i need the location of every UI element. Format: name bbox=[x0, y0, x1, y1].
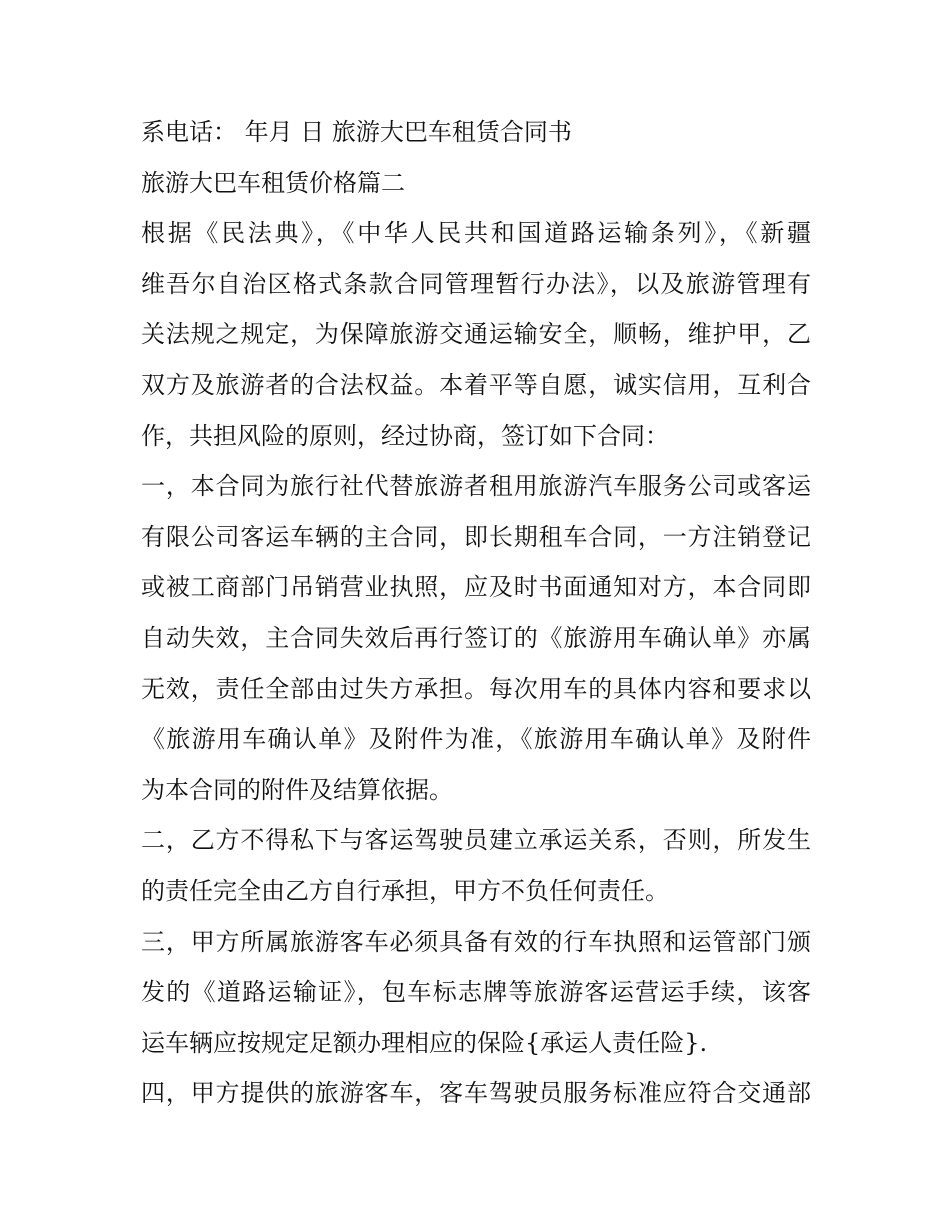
clause-line: 运车辆应按规定足额办理相应的保险{承运人责任险}. bbox=[141, 1028, 708, 1057]
clause-line: 的责任完全由乙方自行承担，甲方不负任何责任。 bbox=[141, 876, 669, 905]
clause-line: 或被工商部门吊销营业执照，应及时书面通知对方，本合同即 bbox=[141, 573, 811, 602]
clause-line: 三，甲方所属旅游客车必须具备有效的行车执照和运管部门颁 bbox=[141, 927, 811, 956]
clause-line: 一，本合同为旅行社代替旅游者租用旅游汽车服务公司或客运 bbox=[141, 472, 811, 501]
clause-line: 《旅游用车确认单》及附件为准，《旅游用车确认单》及附件 bbox=[141, 725, 811, 754]
clause-line: 四，甲方提供的旅游客车，客车驾驶员服务标准应符合交通部 bbox=[141, 1079, 811, 1108]
contact-date-line: 系电话： 年月 日 旅游大巴车租赁合同书 bbox=[141, 118, 572, 146]
paragraph-line: 作，共担风险的原则，经过协商，签订如下合同： bbox=[141, 421, 669, 450]
clause-line: 无效，责任全部由过失方承担。每次用车的具体内容和要求以 bbox=[141, 674, 811, 703]
clause-line: 发的《道路运输证》，包车标志牌等旅游客运营运手续，该客 bbox=[141, 978, 811, 1007]
clause-line: 为本合同的附件及结算依据。 bbox=[141, 775, 453, 804]
clause-line: 二，乙方不得私下与客运驾驶员建立承运关系，否则，所发生 bbox=[141, 826, 811, 855]
paragraph-line: 双方及旅游者的合法权益。本着平等自愿，诚实信用，互利合 bbox=[141, 370, 811, 399]
document-body bbox=[141, 107, 811, 1119]
paragraph-line: 关法规之规定，为保障旅游交通运输安全，顺畅，维护甲，乙 bbox=[141, 320, 811, 349]
paragraph-line: 根据《民法典》，《中华人民共和国道路运输条列》，《新疆 bbox=[141, 219, 811, 248]
clause-line: 有限公司客运车辆的主合同，即长期租车合同，一方注销登记 bbox=[141, 522, 811, 551]
paragraph-line: 维吾尔自治区格式条款合同管理暂行办法》，以及旅游管理有 bbox=[141, 269, 811, 298]
section-heading: 旅游大巴车租赁价格篇二 bbox=[141, 168, 405, 197]
clause-line: 自动失效，主合同失效后再行签订的《旅游用车确认单》亦属 bbox=[141, 623, 811, 652]
